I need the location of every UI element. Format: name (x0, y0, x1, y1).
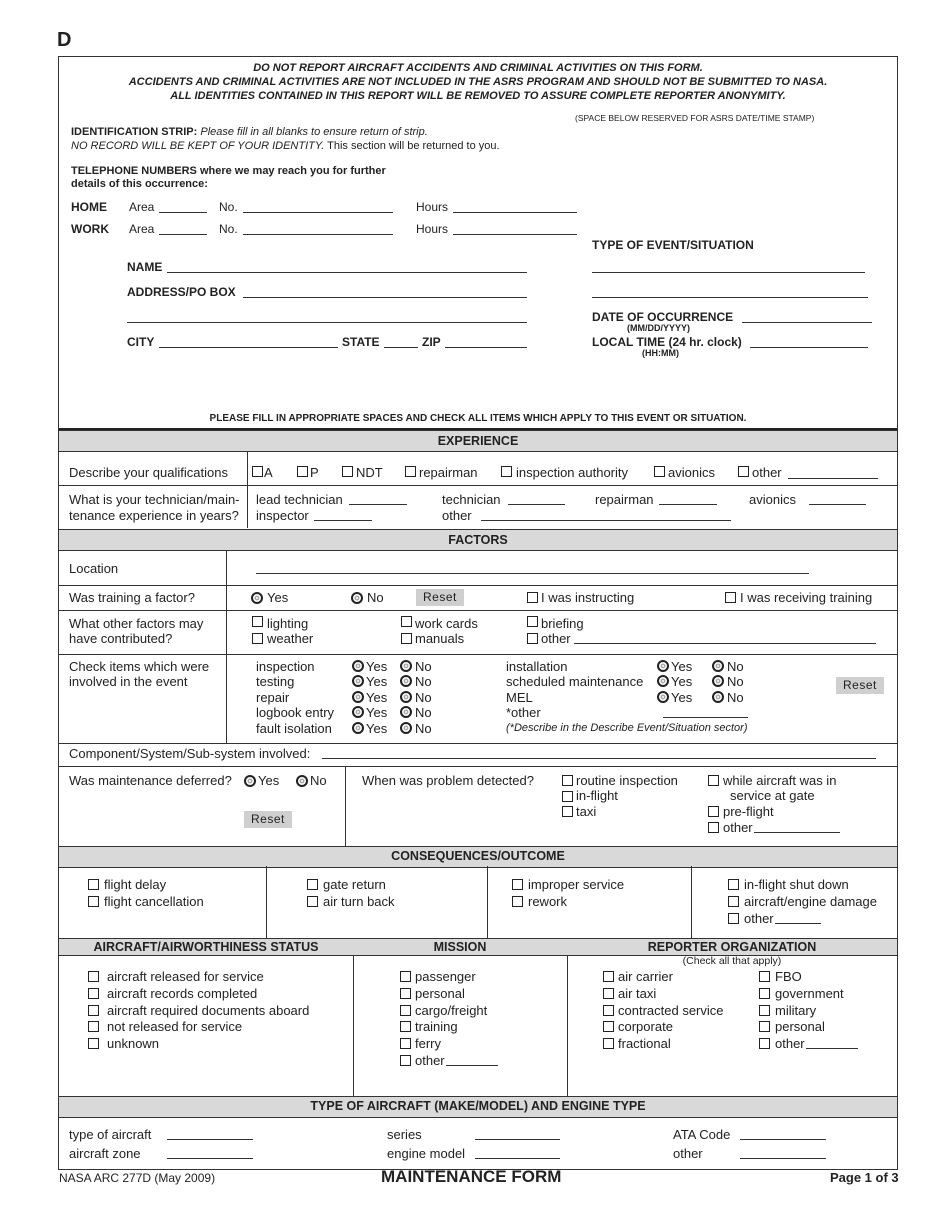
consequence-other-field[interactable] (775, 923, 821, 924)
logbook-yes-label: Yes (366, 705, 388, 720)
improper-service-label: improper service (528, 877, 625, 892)
home-number-field[interactable] (243, 212, 393, 213)
type-of-event-label: TYPE OF EVENT/SITUATION (592, 238, 754, 252)
avionics-field[interactable] (809, 504, 866, 505)
gate-return-checkbox[interactable] (307, 879, 318, 890)
item-other-label: *other (506, 705, 541, 720)
in-flight-label: in-flight (576, 788, 618, 803)
instructing-label: I was instructing (541, 590, 635, 605)
briefing-checkbox[interactable] (527, 616, 538, 627)
testing-no-radio[interactable] (400, 675, 412, 687)
flight-cancellation-label: flight cancellation (104, 894, 204, 909)
check-items-reset-button[interactable]: Reset (836, 677, 884, 694)
returned-text: This section will be returned to you. (327, 140, 500, 152)
ata-code-label: ATA Code (673, 1127, 731, 1142)
qualifications-label: Describe your qualifications (69, 465, 228, 480)
weather-label: weather (267, 631, 314, 646)
zip-label: ZIP (422, 335, 441, 349)
years-label (69, 492, 240, 524)
scheduled-maintenance-yes-label: Yes (671, 674, 693, 689)
aircraft-title: TYPE OF AIRCRAFT (MAKE/MODEL) AND ENGINE TYPE (310, 1099, 646, 1113)
id-strip-instruction: Please fill in all blanks to ensure return of strip. (200, 126, 428, 138)
item-repair-label: repair (256, 690, 290, 705)
id-strip-label: IDENTIFICATION STRIP: (71, 126, 198, 138)
consequences-title: CONSEQUENCES/OUTCOME (391, 849, 565, 863)
routine-inspection-label: routine inspection (576, 773, 678, 788)
consequences-header (59, 846, 897, 868)
mission-other-label: other (415, 1053, 445, 1068)
notice (59, 61, 897, 103)
notice-line3: ALL IDENTITIES CONTAINED IN THIS REPORT WILL BE REMOVED TO ASSURE COMPLETE REPORTER ANONYMITY. (170, 90, 786, 102)
home-hours-label: Hours (416, 200, 449, 214)
component-label: Component/System/Sub-system involved: (69, 746, 311, 761)
taxi-checkbox[interactable] (562, 806, 573, 817)
qual-other-field[interactable] (788, 478, 878, 479)
qual-p-checkbox[interactable] (297, 466, 308, 477)
check-items-question (69, 659, 209, 689)
experience-other-field[interactable] (481, 520, 731, 521)
no-record-text: NO RECORD WILL BE KEPT OF YOUR IDENTITY. (71, 140, 325, 152)
item-testing-label: testing (256, 674, 295, 689)
qual-ndt-checkbox[interactable] (342, 466, 353, 477)
mission-title: MISSION (433, 940, 487, 954)
item-inspection-label: inspection (256, 659, 315, 674)
divider (59, 610, 897, 611)
consequence-other-label: other (744, 911, 774, 926)
location-label: Location (69, 561, 119, 576)
item-fault-isolation-label: fault isolation (256, 721, 332, 736)
flight-delay-checkbox[interactable] (88, 879, 99, 890)
aircraft-header (59, 1096, 897, 1118)
page-number: Page 1 of 3 (830, 1170, 899, 1185)
records-completed-label: aircraft records completed (107, 986, 258, 1001)
date-label: DATE OF OCCURRENCE (592, 310, 734, 324)
divider (226, 550, 227, 743)
organization-title: REPORTER ORGANIZATION (647, 940, 817, 954)
qual-inspection-authority-checkbox[interactable] (501, 466, 512, 477)
routine-inspection-checkbox[interactable] (562, 775, 573, 786)
flight-cancellation-checkbox[interactable] (88, 896, 99, 907)
manuals-label: manuals (415, 631, 465, 646)
mission-training-label: training (415, 1019, 458, 1034)
manuals-checkbox[interactable] (401, 633, 412, 644)
detected-other-field[interactable] (754, 832, 840, 833)
repairman-label: repairman (595, 492, 654, 507)
city-label: CITY (127, 335, 155, 349)
aircraft-other-label: other (673, 1146, 703, 1161)
testing-no-label: No (415, 674, 432, 689)
installation-yes-radio[interactable] (657, 660, 669, 672)
technician-label: technician (442, 492, 501, 507)
training-no-radio[interactable] (351, 592, 363, 604)
testing-yes-radio[interactable] (352, 675, 364, 687)
briefing-label: briefing (541, 616, 584, 631)
released-for-service-label: aircraft released for service (107, 969, 264, 984)
receiving-training-label: I was receiving training (740, 590, 873, 605)
pre-flight-checkbox[interactable] (708, 806, 719, 817)
logbook-no-radio[interactable] (400, 706, 412, 718)
inspection-yes-radio[interactable] (352, 660, 364, 672)
fault-isolation-no-label: No (415, 721, 432, 736)
divider (247, 452, 248, 528)
inspection-no-radio[interactable] (400, 660, 412, 672)
not-released-checkbox[interactable] (88, 1021, 99, 1032)
other-factor-label: other (541, 631, 571, 646)
detected-question: When was problem detected? (362, 773, 534, 788)
repair-no-radio[interactable] (400, 691, 412, 703)
work-no-label: No. (219, 222, 238, 236)
deferred-no-radio[interactable] (296, 775, 308, 787)
in-flight-shutdown-label: in-flight shut down (744, 877, 849, 892)
org-air-carrier-checkbox[interactable] (603, 971, 614, 982)
scheduled-maintenance-yes-radio[interactable] (657, 675, 669, 687)
rework-label: rework (528, 894, 568, 909)
describe-note: (*Describe in the Describe Event/Situation sector) (506, 722, 748, 734)
training-reset-button[interactable]: Reset (416, 589, 464, 606)
local-time-label: LOCAL TIME (24 hr. clock) (592, 335, 742, 349)
deferred-no-label: No (310, 773, 327, 788)
event-type-field-1[interactable] (592, 272, 865, 273)
consequence-other-checkbox[interactable] (728, 913, 739, 924)
org-contracted-service-label: contracted service (618, 1003, 724, 1018)
fault-isolation-no-radio[interactable] (400, 722, 412, 734)
training-question: Was training a factor? (69, 590, 195, 605)
lighting-label: lighting (267, 616, 309, 631)
improper-service-checkbox[interactable] (512, 879, 523, 890)
mission-ferry-label: ferry (415, 1036, 441, 1051)
lead-technician-field[interactable] (349, 504, 407, 505)
divider (59, 585, 897, 586)
deferred-yes-radio[interactable] (244, 775, 256, 787)
form-id: NASA ARC 277D (May 2009) (59, 1171, 216, 1185)
name-label: NAME (127, 260, 163, 274)
component-field[interactable] (322, 758, 876, 759)
home-area-label: Area (129, 200, 155, 214)
repair-yes-radio[interactable] (352, 691, 364, 703)
item-scheduled-maintenance-label: scheduled maintenance (506, 674, 644, 689)
training-no-label: No (367, 590, 384, 605)
org-fbo-label: FBO (775, 969, 802, 984)
divider (59, 485, 897, 486)
divider (345, 766, 346, 846)
status-unknown-label: unknown (107, 1036, 160, 1051)
mission-cargo-label: cargo/freight (415, 1003, 488, 1018)
event-type-field-2[interactable] (592, 297, 868, 298)
form-name: MAINTENANCE FORM (381, 1167, 562, 1186)
repair-no-label: No (415, 690, 432, 705)
check-items-question-1: Check items which were (69, 659, 210, 674)
mel-no-label: No (727, 690, 744, 705)
notice-line2: ACCIDENTS AND CRIMINAL ACTIVITIES ARE NOT INCLUDED IN THE ASRS PROGRAM AND SHOULD NOT BE SUBMITTED TO NASA. (128, 76, 828, 88)
city-field[interactable] (159, 347, 338, 348)
mel-yes-radio[interactable] (657, 691, 669, 703)
taxi-label: taxi (576, 804, 597, 819)
other-factors-question-1: What other factors may (69, 616, 204, 631)
deferred-reset-button[interactable]: Reset (244, 811, 292, 828)
org-air-taxi-checkbox[interactable] (603, 988, 614, 999)
divider (487, 866, 488, 938)
work-hours-field[interactable] (453, 234, 577, 235)
aircraft-other-field[interactable] (740, 1158, 826, 1159)
rework-checkbox[interactable] (512, 896, 523, 907)
inspector-field[interactable] (314, 520, 372, 521)
state-label: STATE (342, 335, 380, 349)
org-corporate-label: corporate (618, 1019, 673, 1034)
engine-model-field[interactable] (475, 1158, 560, 1159)
mission-personal-checkbox[interactable] (400, 988, 411, 999)
org-air-taxi-label: air taxi (618, 986, 657, 1001)
check-items-question-2: involved in the event (69, 674, 188, 689)
at-gate-checkbox[interactable] (708, 775, 719, 786)
repairman-field[interactable] (659, 504, 717, 505)
divider (353, 955, 354, 1097)
org-fractional-checkbox[interactable] (603, 1038, 614, 1049)
org-government-label: government (775, 986, 844, 1001)
years-label-1: What is your technician/main- (69, 492, 240, 507)
detected-other-label: other (723, 820, 753, 835)
aircraft-engine-damage-checkbox[interactable] (728, 896, 739, 907)
qual-avionics-checkbox[interactable] (654, 466, 665, 477)
mission-passenger-label: passenger (415, 969, 476, 984)
documents-aboard-label: aircraft required documents aboard (107, 1003, 310, 1018)
divider (59, 743, 897, 744)
not-released-label: not released for service (107, 1019, 243, 1034)
org-personal-label: personal (775, 1019, 825, 1034)
qual-other-label: other (752, 465, 782, 480)
org-air-carrier-label: air carrier (618, 969, 673, 984)
type-of-aircraft-field[interactable] (167, 1139, 253, 1140)
notice-line1: DO NOT REPORT AIRCRAFT ACCIDENTS AND CRIMINAL ACTIVITIES ON THIS FORM. (253, 62, 703, 74)
testing-yes-label: Yes (366, 674, 388, 689)
mission-training-checkbox[interactable] (400, 1021, 411, 1032)
training-yes-label: Yes (267, 590, 289, 605)
series-field[interactable] (475, 1139, 560, 1140)
qual-ndt-label: NDT (356, 465, 383, 480)
divider (691, 866, 692, 938)
mission-other-field[interactable] (446, 1065, 498, 1066)
air-turn-back-label: air turn back (323, 894, 395, 909)
state-field[interactable] (384, 347, 418, 348)
home-no-label: No. (219, 200, 238, 214)
local-time-field[interactable] (750, 347, 868, 348)
divider (59, 654, 897, 655)
installation-yes-label: Yes (671, 659, 693, 674)
mission-other-checkbox[interactable] (400, 1055, 411, 1066)
work-label: WORK (71, 222, 109, 236)
status-unknown-checkbox[interactable] (88, 1038, 99, 1049)
fault-isolation-yes-label: Yes (366, 721, 388, 736)
aircraft-zone-label: aircraft zone (69, 1146, 141, 1161)
work-area-field[interactable] (159, 234, 207, 235)
time-format: (HH:MM) (642, 348, 679, 358)
home-hours-field[interactable] (453, 212, 577, 213)
logbook-no-label: No (415, 705, 432, 720)
instructing-checkbox[interactable] (527, 592, 538, 603)
other-factor-field[interactable] (574, 643, 876, 644)
repair-yes-label: Yes (366, 690, 388, 705)
qual-p-label: P (310, 465, 319, 480)
id-strip (71, 125, 500, 153)
work-hours-label: Hours (416, 222, 449, 236)
inspection-no-label: No (415, 659, 432, 674)
flight-delay-label: flight delay (104, 877, 167, 892)
org-other-label: other (775, 1036, 805, 1051)
organization-note: (Check all that apply) (682, 955, 782, 967)
factors-title: FACTORS (448, 533, 508, 547)
qual-avionics-label: avionics (668, 465, 715, 480)
work-area-label: Area (129, 222, 155, 236)
at-gate-label-1: while aircraft was in (723, 773, 837, 788)
engine-model-label: engine model (387, 1146, 466, 1161)
documents-aboard-checkbox[interactable] (88, 1005, 99, 1016)
inspector-label: inspector (256, 508, 309, 523)
item-other-field[interactable] (663, 717, 748, 718)
form-letter: D (57, 29, 72, 51)
installation-no-label: No (727, 659, 744, 674)
other-factor-checkbox[interactable] (527, 633, 538, 644)
status-title: AIRCRAFT/AIRWORTHINESS STATUS (93, 940, 319, 954)
org-government-checkbox[interactable] (759, 988, 770, 999)
avionics-label: avionics (749, 492, 796, 507)
divider (59, 766, 897, 767)
item-logbook-label: logbook entry (256, 705, 335, 720)
mel-yes-label: Yes (671, 690, 693, 705)
other-factors-question (69, 616, 203, 646)
stamp-note: (SPACE BELOW RESERVED FOR ASRS DATE/TIME STAMP) (575, 113, 815, 123)
deferred-yes-label: Yes (258, 773, 280, 788)
receiving-training-checkbox[interactable] (725, 592, 736, 603)
item-mel-label: MEL (506, 690, 533, 705)
qual-a-label: A (264, 465, 273, 480)
pre-flight-label: pre-flight (723, 804, 774, 819)
deferred-question: Was maintenance deferred? (69, 773, 232, 788)
mission-personal-label: personal (415, 986, 465, 1001)
fault-isolation-yes-radio[interactable] (352, 722, 364, 734)
technician-field[interactable] (508, 504, 565, 505)
weather-checkbox[interactable] (252, 633, 263, 644)
org-other-checkbox[interactable] (759, 1038, 770, 1049)
qual-inspection-authority-label: inspection authority (516, 465, 629, 480)
experience-other-label: other (442, 508, 472, 523)
in-flight-shutdown-checkbox[interactable] (728, 879, 739, 890)
logbook-yes-radio[interactable] (352, 706, 364, 718)
qual-a-checkbox[interactable] (252, 466, 263, 477)
home-label: HOME (71, 200, 107, 214)
org-fractional-label: fractional (618, 1036, 671, 1051)
fill-instruction: PLEASE FILL IN APPROPRIATE SPACES AND CHECK ALL ITEMS WHICH APPLY TO THIS EVENT OR SITUATION. (209, 413, 747, 424)
in-flight-checkbox[interactable] (562, 791, 573, 802)
series-label: series (387, 1127, 422, 1142)
factors-header (59, 529, 897, 551)
aircraft-zone-field[interactable] (167, 1158, 253, 1159)
scheduled-maintenance-no-radio[interactable] (712, 675, 724, 687)
years-label-2: tenance experience in years? (69, 508, 239, 523)
work-cards-checkbox[interactable] (401, 616, 412, 627)
zip-field[interactable] (445, 347, 527, 348)
lead-technician-label: lead technician (256, 492, 343, 507)
telephone-heading (71, 165, 386, 191)
at-gate-label-2: service at gate (730, 788, 815, 803)
telephone-heading-2: details of this occurrence: (71, 178, 208, 190)
gate-return-label: gate return (323, 877, 386, 892)
address-field[interactable] (243, 297, 527, 298)
lighting-checkbox[interactable] (252, 616, 263, 627)
mission-passenger-checkbox[interactable] (400, 971, 411, 982)
released-for-service-checkbox[interactable] (88, 971, 99, 982)
telephone-heading-1: TELEPHONE NUMBERS where we may reach you for further (71, 165, 386, 177)
address-label: ADDRESS/PO BOX (127, 285, 236, 299)
org-fbo-checkbox[interactable] (759, 971, 770, 982)
name-field[interactable] (167, 272, 527, 273)
date-format: (MM/DD/YYYY) (627, 323, 690, 333)
inspection-yes-label: Yes (366, 659, 388, 674)
date-field[interactable] (742, 322, 872, 323)
qual-other-checkbox[interactable] (738, 466, 749, 477)
address-field-2[interactable] (127, 322, 527, 323)
experience-header (59, 430, 897, 452)
status-mission-org-header (59, 938, 897, 956)
work-number-field[interactable] (243, 234, 393, 235)
work-cards-label: work cards (415, 616, 478, 631)
records-completed-checkbox[interactable] (88, 988, 99, 999)
home-area-field[interactable] (159, 212, 207, 213)
mission-cargo-checkbox[interactable] (400, 1005, 411, 1016)
installation-no-radio[interactable] (712, 660, 724, 672)
other-factors-question-2: have contributed? (69, 631, 173, 646)
training-yes-radio[interactable] (251, 592, 263, 604)
ata-code-field[interactable] (740, 1139, 826, 1140)
experience-title: EXPERIENCE (437, 434, 519, 448)
divider (266, 866, 267, 938)
mel-no-radio[interactable] (712, 691, 724, 703)
location-field[interactable] (256, 573, 809, 574)
type-of-aircraft-label: type of aircraft (69, 1127, 152, 1142)
mission-ferry-checkbox[interactable] (400, 1038, 411, 1049)
org-other-field[interactable] (806, 1048, 858, 1049)
org-corporate-checkbox[interactable] (603, 1021, 614, 1032)
detected-other-checkbox[interactable] (708, 822, 719, 833)
qual-repairman-label: repairman (419, 465, 478, 480)
org-personal-checkbox[interactable] (759, 1021, 770, 1032)
org-military-label: military (775, 1003, 817, 1018)
divider (567, 955, 568, 1097)
air-turn-back-checkbox[interactable] (307, 896, 318, 907)
org-military-checkbox[interactable] (759, 1005, 770, 1016)
aircraft-engine-damage-label: aircraft/engine damage (744, 894, 877, 909)
item-installation-label: installation (506, 659, 568, 674)
qual-repairman-checkbox[interactable] (405, 466, 416, 477)
org-contracted-service-checkbox[interactable] (603, 1005, 614, 1016)
scheduled-maintenance-no-label: No (727, 674, 744, 689)
